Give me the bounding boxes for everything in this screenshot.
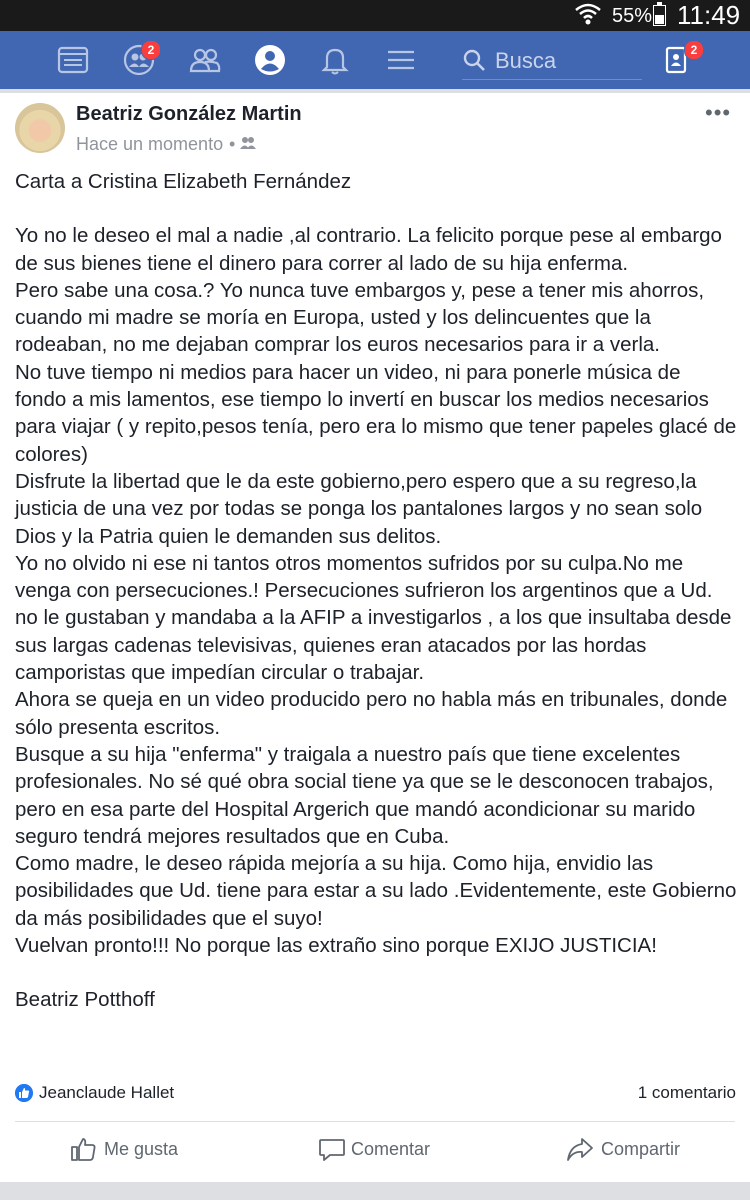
search-icon — [462, 48, 486, 72]
friends-icon[interactable] — [240, 136, 256, 150]
share-label: Compartir — [601, 1139, 681, 1159]
comment-label: Comentar — [351, 1139, 431, 1159]
post-body — [15, 168, 737, 1014]
more-options-icon[interactable]: ••• — [705, 100, 732, 125]
share-button[interactable] — [566, 1135, 696, 1165]
menu-icon[interactable] — [384, 43, 418, 77]
divider — [15, 1121, 735, 1122]
post-paragraph: Vuelvan pronto!!! No porque las extraño sino porque EXIJO JUSTICIA! — [15, 934, 657, 958]
post-paragraph: Disfrute la libertad que le da este gobierno,pero espero que a su regreso,la justicia de una vez por todas se ponga los pantalones largos y no sean solo Dios y la Patria quien le demanden sus delitos. — [15, 469, 703, 548]
post-paragraph: No tuve tiempo ni medios para hacer un video, ni para ponerle música de fondo a mis lamentos, ese tiempo lo invertí en buscar los medios necesarios para viajar ( y repito,pesos tenía, pero era lo mismo que tener papeles glacé de colores) — [15, 360, 737, 466]
friend-requests-tab[interactable] — [122, 43, 156, 77]
groups-icon[interactable] — [188, 43, 222, 77]
wifi-icon — [574, 2, 602, 26]
battery-icon — [653, 5, 666, 26]
post-author-name[interactable]: Beatriz González Martin — [76, 103, 302, 125]
post-timestamp[interactable]: Hace un momento — [76, 134, 224, 154]
search-input[interactable] — [462, 41, 642, 80]
reactions-summary[interactable]: Jeanclaude Hallet — [39, 1083, 175, 1102]
timestamp-separator: • — [229, 134, 236, 154]
top-nav-bar — [0, 31, 750, 89]
post-paragraph: Yo no olvido ni ese ni tantos otros momentos sufridos por su culpa.No me venga con persecuciones.! Persecuciones sufrieron los argentinos que a Ud. no le gustaban y mandaba a la AFIP a investigarlos , a los que insultaba desde sus largas cadenas televisivas, quienes eran atacados por las hordas camporistas que impedían circular o trabajar. — [15, 551, 732, 685]
post-paragraph: Ahora se queja en un video producido pero no habla más en tribunales, donde sólo presenta escritos. — [15, 688, 728, 739]
like-button[interactable] — [70, 1135, 190, 1165]
comment-button[interactable] — [318, 1135, 448, 1165]
like-reaction-icon[interactable] — [15, 1084, 33, 1102]
share-icon — [566, 1135, 594, 1163]
post-signature: Beatriz Potthoff — [15, 988, 155, 1012]
notifications-icon[interactable] — [318, 43, 352, 77]
news-feed-icon[interactable] — [56, 43, 90, 77]
status-bar — [0, 0, 750, 31]
profile-icon[interactable] — [253, 43, 287, 77]
thumbs-up-icon — [70, 1135, 98, 1163]
clock: 11:49 — [677, 0, 741, 30]
messenger-tab[interactable] — [660, 43, 698, 77]
feed-separator — [0, 89, 750, 93]
post-paragraph: Busque a su hija "enferma" y traigala a nuestro país que tiene excelentes profesionales. No sé qué obra social tiene ya que se le desconocen trabajos, pero en esa parte del Hospital Argerich que mandó acondicionar su marido seguro tendrá mejores resultados que en Cuba. — [15, 742, 714, 848]
post-paragraph: Yo no le deseo el mal a nadie ,al contrario. La felicito porque pese al embargo de sus bienes tiene el dinero para correr al lado de su hija enferma. — [15, 224, 722, 275]
post-paragraph: Pero sabe una cosa.? Yo nunca tuve embargos y, pese a tener mis ahorros, cuando mi madre se moría en Europa, usted y los delincuentes que la rodeaban, no me dejaban comprar los euros necesarios para ir a verla. — [15, 278, 705, 357]
comment-icon — [318, 1135, 346, 1163]
author-avatar[interactable] — [15, 103, 65, 153]
post-title-line: Carta a Cristina Elizabeth Fernández — [15, 170, 352, 193]
feed-bottom-separator — [0, 1182, 750, 1200]
battery-percentage: 55% — [612, 5, 653, 27]
friend-requests-badge: 2 — [141, 40, 161, 60]
search-placeholder: Busca — [495, 48, 557, 73]
post-paragraph: Como madre, le deseo rápida mejoría a su hija. Como hija, envidio las posibilidades que Ud. tiene para estar a su lado .Evidentemente, este Gobierno da más posibilidades que el suyo! — [15, 852, 737, 930]
comments-count[interactable]: 1 comentario — [637, 1083, 736, 1102]
messages-badge: 2 — [684, 40, 704, 60]
like-label: Me gusta — [104, 1139, 179, 1159]
